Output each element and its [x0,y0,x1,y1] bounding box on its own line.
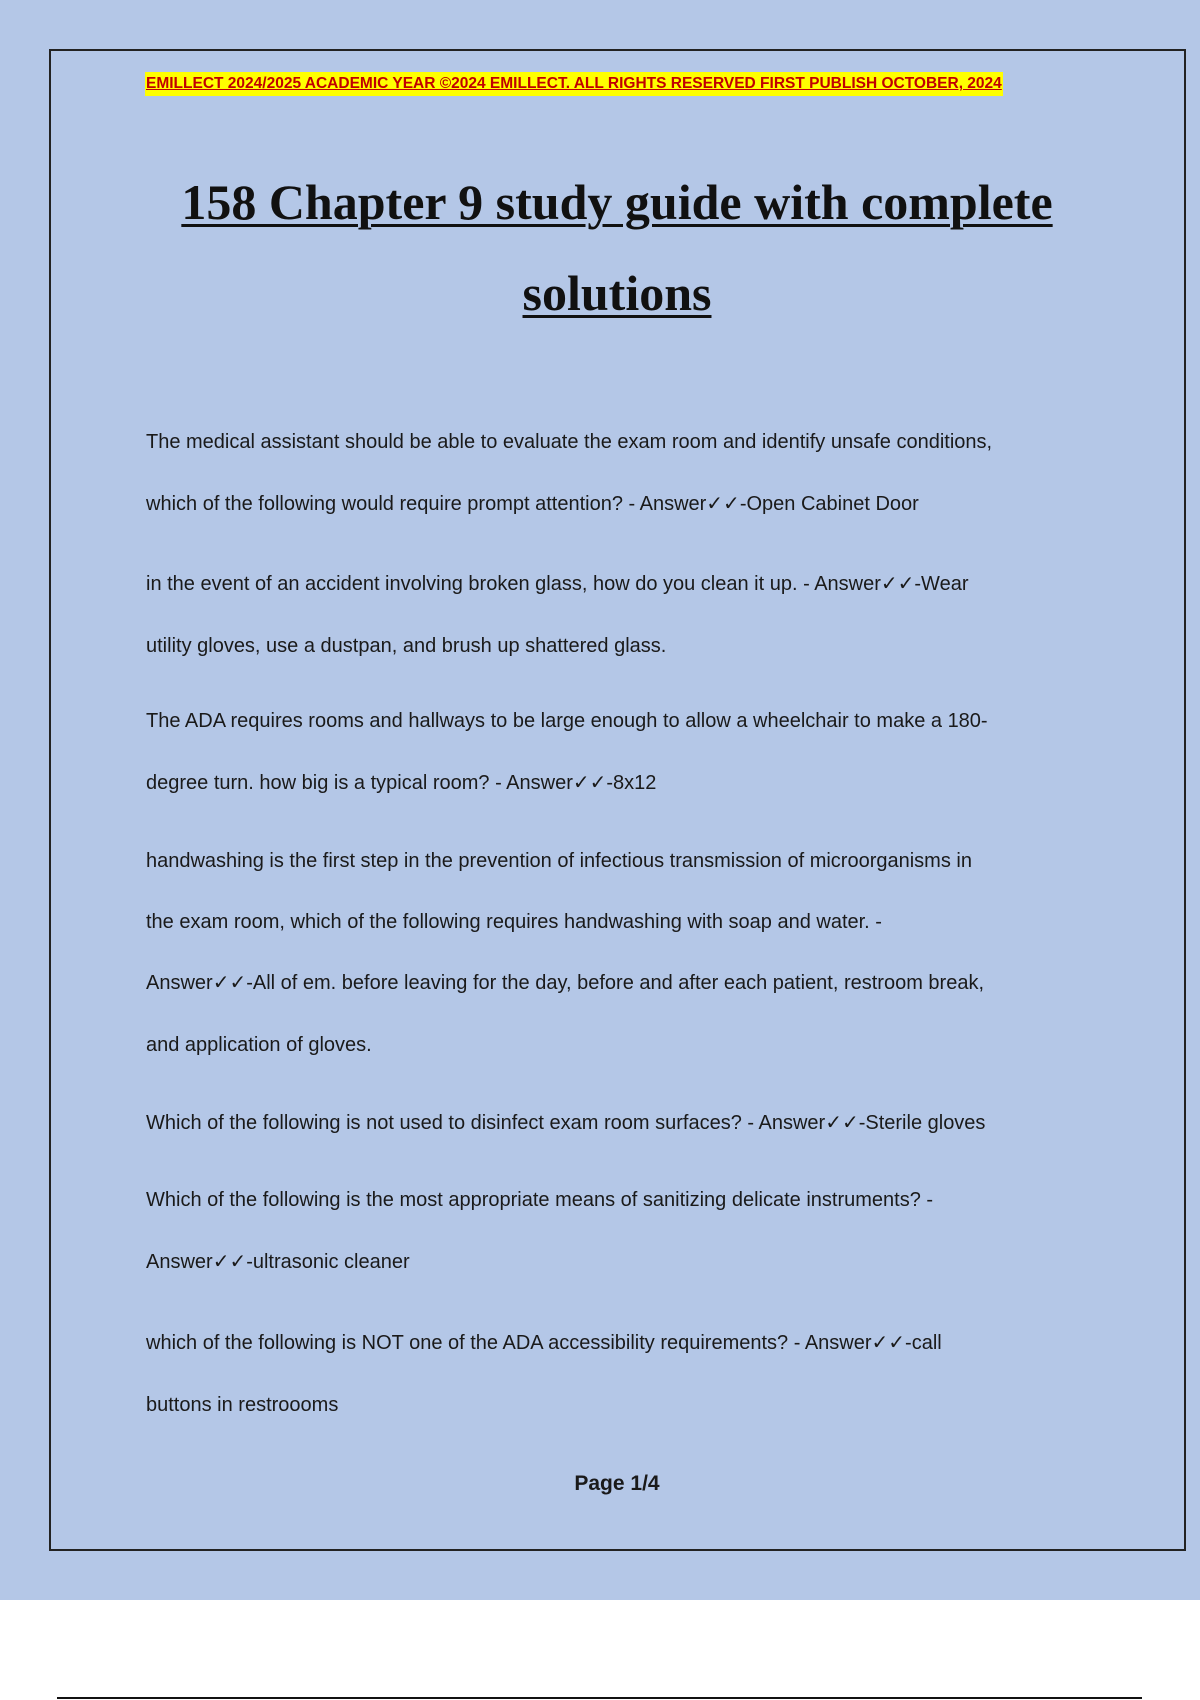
document-title-line-1: 158 Chapter 9 study guide with complete [181,174,1053,230]
qa-6-line-2: Answer✓✓-ultrasonic cleaner [146,1251,410,1273]
qa-3-line-2: degree turn. how big is a typical room? - Answer✓✓-8x12 [146,772,657,794]
qa-7-line-1: which of the following is NOT one of the ADA accessibility requirements? - Answer✓✓-call [146,1332,942,1354]
qa-5-line-1: Which of the following is not used to disinfect exam room surfaces? - Answer✓✓-Sterile gloves [146,1112,986,1134]
qa-4-line-3: Answer✓✓-All of em. before leaving for the day, before and after each patient, restroom break, [146,972,985,994]
qa-3-line-1: The ADA requires rooms and hallways to be large enough to allow a wheelchair to make a 180- [146,710,988,732]
qa-4-line-1: handwashing is the first step in the prevention of infectious transmission of microorganisms in [146,850,972,872]
qa-6-line-1: Which of the following is the most appropriate means of sanitizing delicate instruments? - [146,1189,934,1211]
qa-7-line-2: buttons in restroooms [146,1394,339,1416]
document-title-line-2: solutions [522,265,712,321]
copyright-banner: EMILLECT 2024/2025 ACADEMIC YEAR ©2024 EMILLECT. ALL RIGHTS RESERVED FIRST PUBLISH OCTOBER, 2024 [145,72,1003,96]
page-number: Page 1/4 [574,1472,660,1495]
qa-2-line-1: in the event of an accident involving broken glass, how do you clean it up. - Answer✓✓-Wear [146,573,969,595]
qa-1-line-1: The medical assistant should be able to evaluate the exam room and identify unsafe conditions, [146,431,993,453]
qa-2-line-2: utility gloves, use a dustpan, and brush up shattered glass. [146,635,667,657]
footer-divider [57,1697,1142,1699]
qa-4-line-4: and application of gloves. [146,1034,372,1056]
qa-4-line-2: the exam room, which of the following requires handwashing with soap and water. - [146,911,882,933]
qa-1-line-2: which of the following would require prompt attention? - Answer✓✓-Open Cabinet Door [146,493,919,515]
